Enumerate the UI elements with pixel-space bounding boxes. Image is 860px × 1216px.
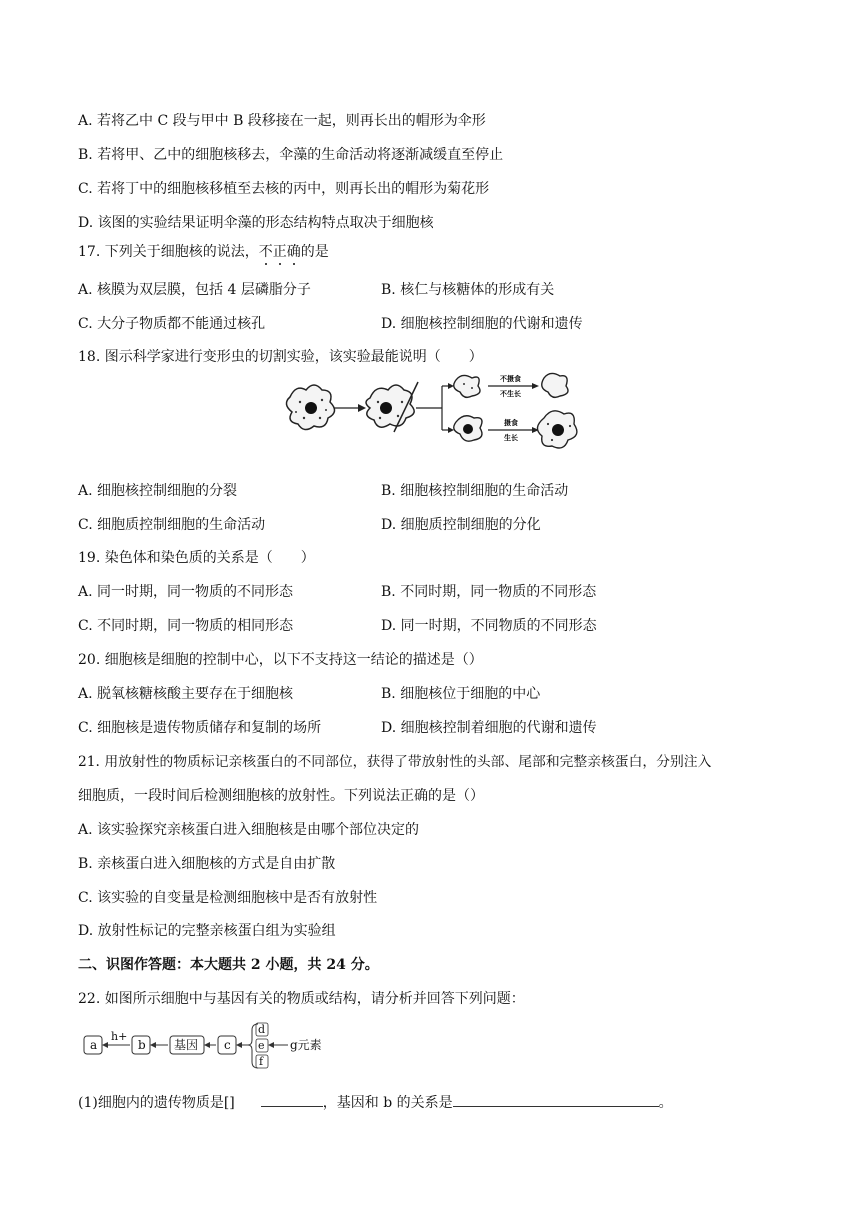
q22-sub1-text: (1)细胞内的遗传物质是[] [78, 1095, 235, 1111]
diagram-node-e: e [258, 1039, 265, 1052]
q17-stem-prefix: 17. 下列关于细胞核的说法， [78, 244, 259, 260]
q16-option-b: B. 若将甲、乙中的细胞核移去，伞藻的生命活动将逐渐减缓直至停止 [78, 147, 504, 163]
q17-stem-suffix: 的是 [300, 244, 329, 260]
q20-option-b: B. 细胞核位于细胞的中心 [381, 686, 541, 702]
q22-sub1-text-2: ，基因和 b 的关系是 [322, 1095, 453, 1111]
q21-option-d: D. 放射性标记的完整亲核蛋白组为实验组 [78, 923, 336, 939]
diagram-node-a: a [90, 1038, 98, 1052]
q16-option-d: D. 该图的实验结果证明伞藻的形态结构特点取决于细胞核 [78, 215, 434, 231]
q20-option-a: A. 脱氧核糖核酸主要存在于细胞核 [78, 686, 294, 702]
diagram-node-f: f [259, 1055, 264, 1068]
q16-option-a: A. 若将乙中 C 段与甲中 B 段移接在一起，则再长出的帽形为伞形 [78, 113, 486, 129]
diagram-label-h: h+ [111, 1030, 128, 1043]
q22-sub1-end: 。 [658, 1095, 673, 1111]
gene-relationship-diagram [80, 1022, 340, 1070]
q19-option-b: B. 不同时期，同一物质的不同形态 [381, 584, 597, 600]
q17-emph-char: 不 [258, 244, 273, 260]
figure-label-feeding: 摄食 [504, 419, 518, 427]
q18-option-c: C. 细胞质控制细胞的生命活动 [78, 517, 266, 533]
q17-emph-char: 确 [286, 244, 301, 260]
diagram-node-g: g元素 [290, 1038, 322, 1052]
q21-option-b: B. 亲核蛋白进入细胞核的方式是自由扩散 [78, 856, 336, 872]
q18-stem: 18. 图示科学家进行变形虫的切割实验，该实验最能说明（ ） [78, 349, 483, 365]
q20-option-d: D. 细胞核控制着细胞的代谢和遗传 [381, 720, 597, 736]
q21-option-c: C. 该实验的自变量是检测细胞核中是否有放射性 [78, 890, 378, 906]
figure-label-no-feeding: 不摄食 [500, 375, 521, 383]
q22-subquestion-1 [78, 1092, 673, 1112]
q21-option-a: A. 该实验探究亲核蛋白进入细胞核是由哪个部位决定的 [78, 822, 420, 838]
q20-option-c: C. 细胞核是遗传物质储存和复制的场所 [78, 720, 322, 736]
q17-emph-char: 正 [272, 244, 287, 260]
figure-label-no-growth: 不生长 [500, 390, 521, 398]
q19-option-d: D. 同一时期，不同物质的不同形态 [381, 618, 597, 634]
q19-option-a: A. 同一时期，同一物质的不同形态 [78, 584, 294, 600]
diagram-node-d: d [258, 1023, 266, 1036]
answer-blank[interactable] [453, 1092, 659, 1107]
q19-option-c: C. 不同时期，同一物质的相同形态 [78, 618, 294, 634]
q21-stem-line2: 细胞质，一段时间后检测细胞核的放射性。下列说法正确的是（） [78, 788, 484, 804]
q22-stem: 22. 如图所示细胞中与基因有关的物质或结构，请分析并回答下列问题： [78, 991, 525, 1007]
q20-stem: 20. 细胞核是细胞的控制中心，以下不支持这一结论的描述是（） [78, 652, 483, 668]
diagram-node-c: c [224, 1038, 231, 1052]
diagram-node-gene: 基因 [174, 1038, 199, 1052]
q16-option-c: C. 若将丁中的细胞核移植至去核的丙中，则再长出的帽形为菊花形 [78, 181, 490, 197]
section-title: 二、识图作答题：本大题共 2 小题，共 24 分。 [78, 957, 379, 973]
amoeba-cutting-figure [282, 372, 582, 450]
q18-option-d: D. 细胞质控制细胞的分化 [381, 517, 541, 533]
q17-option-b: B. 核仁与核糖体的形成有关 [381, 282, 555, 298]
answer-blank[interactable] [261, 1092, 323, 1107]
q17-stem [78, 243, 329, 261]
q18-option-a: A. 细胞核控制细胞的分裂 [78, 483, 238, 499]
q21-stem-line1: 21. 用放射性的物质标记亲核蛋白的不同部位，获得了带放射性的头部、尾部和完整亲核蛋白，分别注入 [78, 754, 712, 770]
diagram-node-b: b [138, 1038, 146, 1052]
figure-label-growth: 生长 [504, 434, 518, 442]
q17-option-d: D. 细胞核控制细胞的代谢和遗传 [381, 316, 583, 332]
q18-option-b: B. 细胞核控制细胞的生命活动 [381, 483, 569, 499]
q19-stem: 19. 染色体和染色质的关系是（ ） [78, 550, 315, 566]
q17-option-c: C. 大分子物质都不能通过核孔 [78, 316, 266, 332]
q17-option-a: A. 核膜为双层膜，包括 4 层磷脂分子 [78, 282, 311, 298]
